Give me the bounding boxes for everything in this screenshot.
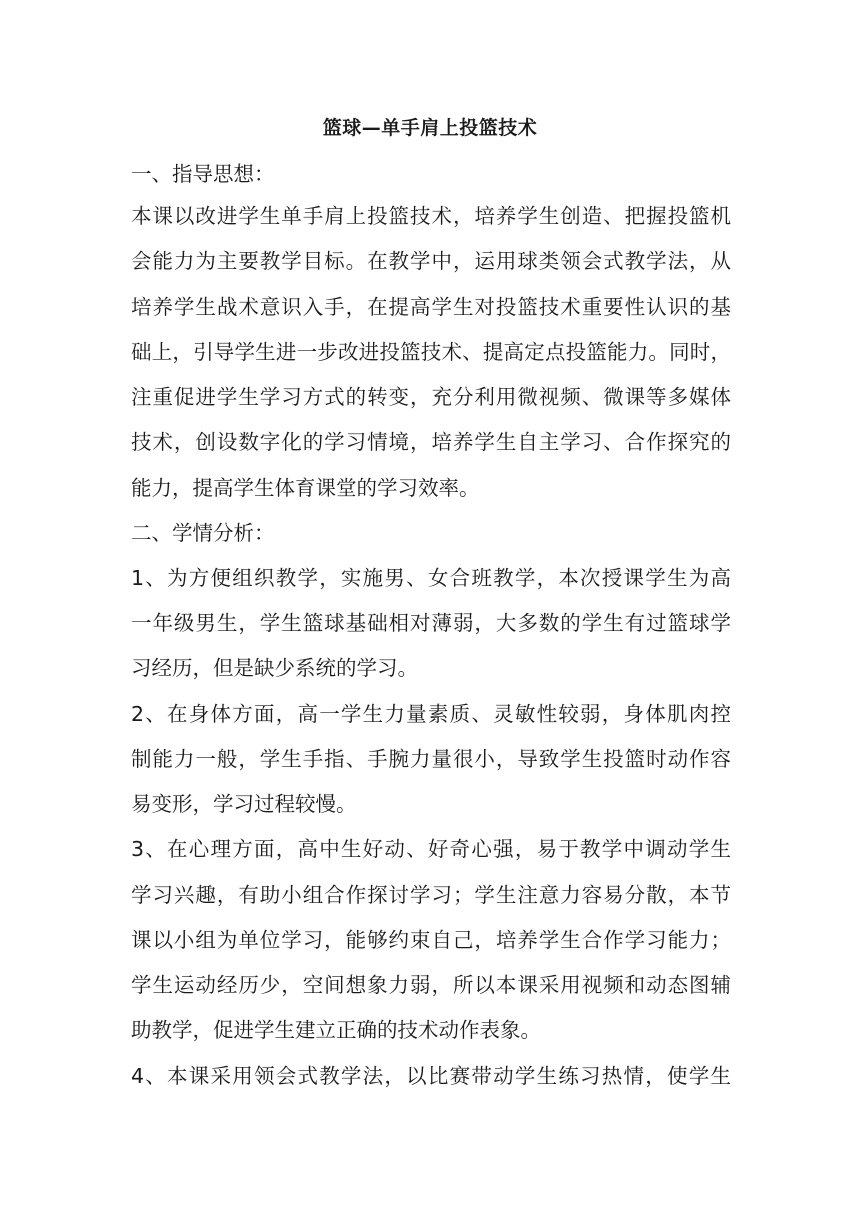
paragraph-line: 培养学生战术意识入手，在提高学生对投篮技术重要性认识的基 <box>131 295 731 319</box>
list-item-line: 3、在心理方面，高中生好动、好奇心强，易于教学中调动学生 <box>131 837 731 861</box>
list-item-line: 学习兴趣，有助小组合作探讨学习；学生注意力容易分散，本节 <box>131 883 731 907</box>
document-title: 篮球—单手肩上投篮技术 <box>322 117 538 139</box>
paragraph-line: 注重促进学生学习方式的转变，充分利用微视频、微课等多媒体 <box>131 385 731 409</box>
list-item-line: 制能力一般，学生手指、手腕力量很小，导致学生投篮时动作容 <box>131 747 731 771</box>
list-item-line: 2、在身体方面，高一学生力量素质、灵敏性较弱，身体肌肉控 <box>131 702 731 726</box>
paragraph-line: 础上，引导学生进一步改进投篮技术、提高定点投篮能力。同时， <box>131 340 731 364</box>
list-item-line: 1、为方便组织教学，实施男、女合班教学，本次授课学生为高 <box>131 566 731 590</box>
paragraph-line: 本课以改进学生单手肩上投篮技术，培养学生创造、把握投篮机 <box>131 204 731 228</box>
list-item-line: 一年级男生，学生篮球基础相对薄弱，大多数的学生有过篮球学 <box>131 611 731 635</box>
section-heading-student-analysis: 二、学情分析： <box>131 521 275 545</box>
section-heading-guiding-ideology: 一、指导思想： <box>131 162 275 186</box>
paragraph-line: 技术，创设数字化的学习情境，培养学生自主学习、合作探究的 <box>131 430 731 454</box>
list-item-line: 助教学，促进学生建立正确的技术动作表象。 <box>131 1018 541 1042</box>
paragraph-line: 会能力为主要教学目标。在教学中，运用球类领会式教学法，从 <box>131 249 731 273</box>
list-item-line: 学生运动经历少，空间想象力弱，所以本课采用视频和动态图辅 <box>131 973 731 997</box>
list-item-line: 4、本课采用领会式教学法，以比赛带动学生练习热情，使学生 <box>131 1064 731 1088</box>
list-item-line: 课以小组为单位学习，能够约束自己，培养学生合作学习能力； <box>131 928 731 952</box>
list-item-line: 易变形，学习过程较慢。 <box>131 792 357 816</box>
paragraph-line: 能力，提高学生体育课堂的学习效率。 <box>131 476 480 500</box>
list-item-line: 习经历，但是缺少系统的学习。 <box>131 656 418 680</box>
